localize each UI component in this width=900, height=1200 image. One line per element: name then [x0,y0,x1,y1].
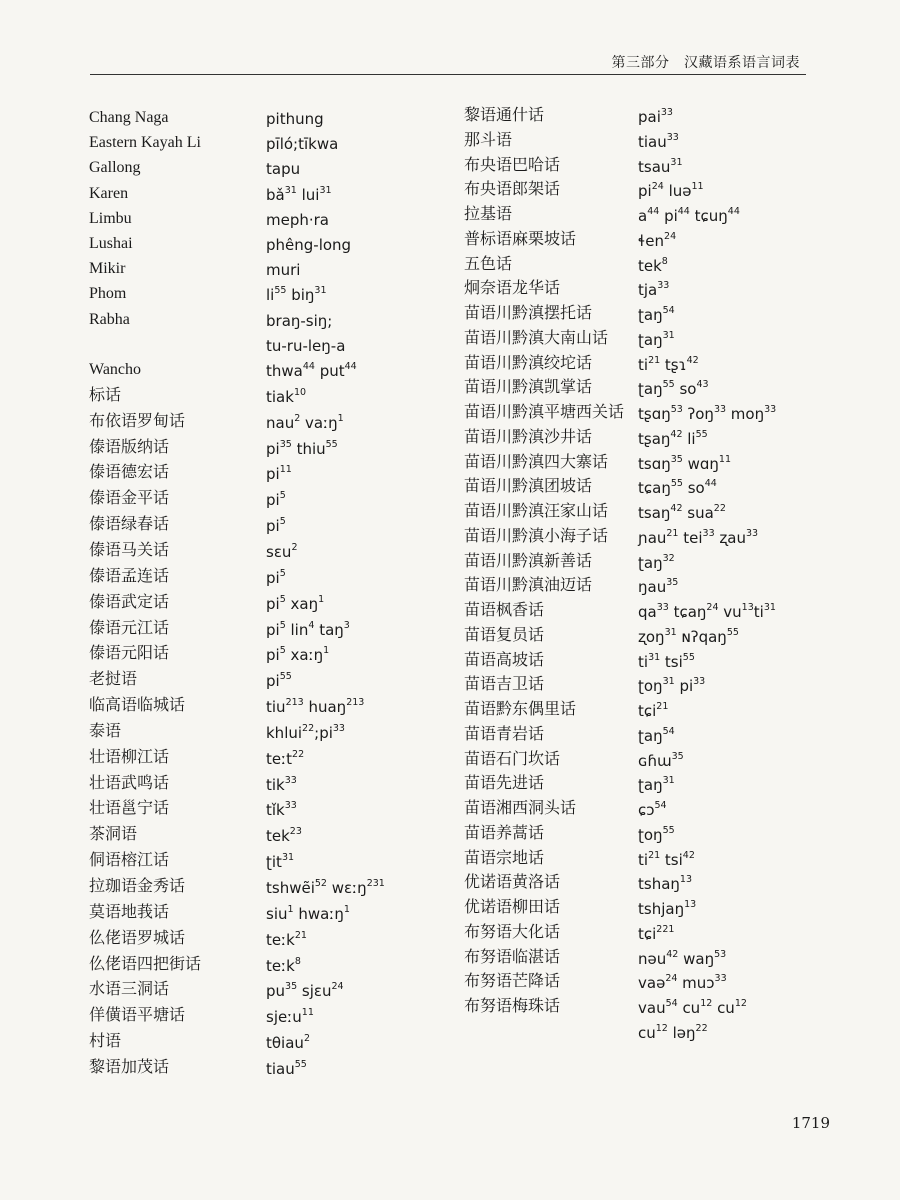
left-word-form: $bǎ^{31}$ lui$^{31}$ [266,184,332,204]
right-language-name: 苗语养蒿话 [464,824,545,842]
right-word-form: $ti^{21}$ tsi$^{42}$ [638,849,695,869]
left-word-form: braŋ-siŋ; [266,311,333,330]
right-word-form: ʈaŋ$^{55}$ $so^{43}$ [638,379,709,399]
left-word-form: $pi^5$ xaːŋ$^1$ [266,645,330,665]
right-word-form: tɕaŋ$^{55}$ $so^{44}$ [638,478,717,498]
left-word-form: tshwẽi$^{52}$ wɛːŋ$^{231}$ [266,878,385,897]
right-language-name: 黎语通什话 [464,107,545,124]
right-language-name: 布努语芒降话 [464,973,561,991]
left-language-name: 傣语马关话 [89,541,170,559]
right-word-form: $cu^{12}$ ləŋ$^{22}$ [638,1022,708,1042]
right-word-form: $qa^{33}$ tɕaŋ$^{24}$ $vu^{13}ti^{31}$ [638,602,776,621]
right-language-name: 苗语复员话 [464,626,545,644]
right-language-name: 布努语梅珠话 [464,998,561,1015]
left-word-form: thwa$^{44}$ put$^{44}$ [266,361,357,380]
right-language-name: 布央语郎架话 [464,181,561,199]
right-word-form: ʈaŋ$^{31}$ [638,775,675,795]
right-word-form: vau$^{54}$ $cu^{12}$ $cu^{12}$ [638,998,747,1017]
right-language-name: 苗语黔东偶里话 [464,701,577,718]
left-word-form: pithung [266,110,324,128]
right-word-form: nəu$^{42}$ waŋ$^{53}$ [638,948,727,968]
right-word-form: tʂɑŋ$^{53}$ ʔoŋ$^{33}$ moŋ$^{33}$ [638,404,777,423]
right-word-form: tek$^8$ [638,255,668,275]
left-word-form: ʈit$^{31}$ [266,852,295,872]
right-language-name: 布努语大化话 [464,923,561,941]
right-language-name: 优诺语柳田话 [464,899,561,916]
right-language-name: 苗语川黔滇油迈话 [464,577,593,595]
right-word-form: tsɑŋ$^{35}$ wɑŋ$^{11}$ [638,453,731,473]
left-word-form: phêng-long [266,236,352,254]
right-language-name: 苗语吉卫话 [464,676,545,694]
running-header: 第三部分 汉藏语系语言词表 [611,55,800,71]
right-word-form: ɕɔ$^{54}$ [638,800,667,819]
left-word-form: tiau$^{55}$ [266,1058,307,1078]
left-word-form: sjeːu$^{11}$ [266,1007,314,1027]
right-language-name: 苗语川黔滇大南山话 [464,329,609,347]
left-word-form: muri [266,261,301,280]
left-word-form: teːk$^8$ [266,955,301,975]
left-word-form: tiak$^{10}$ [266,386,307,406]
left-language-name: 傣语孟连话 [89,567,170,585]
left-word-form: pīló;tīkwa [266,135,339,154]
right-language-name: 苗语川黔滇凯掌话 [464,379,593,397]
right-word-form: tsaŋ$^{42}$ sua$^{22}$ [638,503,726,522]
right-word-form: ʈaŋ$^{31}$ [638,329,675,349]
right-word-form: ʈaŋ$^{54}$ [638,305,675,324]
left-language-name: 傣语版纳话 [89,438,170,456]
left-word-form: sɛu$^2$ [266,541,298,561]
left-language-name: 傣语绿春话 [89,516,170,534]
left-language-name: 傣语武定话 [89,593,170,611]
right-word-form: $pi^{24}$ luə$^{11}$ [638,181,704,201]
right-language-name: 苗语川黔滇新善话 [464,552,593,570]
left-language-name: 莫语地莪话 [89,903,170,921]
right-word-form: ŋau$^{35}$ [638,577,679,597]
left-language-name: 傣语德宏话 [89,464,170,482]
right-word-form: ʈaŋ$^{54}$ [638,725,675,745]
right-word-form: $ti^{31}$ tsi$^{55}$ [638,651,695,671]
right-language-name: 苗语石门坎话 [464,750,561,768]
left-word-form: tǐk$^{33}$ [266,800,297,820]
left-language-name: 老挝语 [89,671,138,689]
left-word-form: $pi^5$ [266,490,286,510]
right-language-name: 苗语先进话 [464,775,545,793]
left-word-form: siu$^1$ hwaːŋ$^1$ [266,903,350,923]
right-language-name: 优诺语黄洛话 [464,874,561,892]
right-word-form: tshjaŋ$^{13}$ [638,899,697,918]
left-word-form: tu-ru-leŋ-a [266,336,346,355]
right-language-name: 苗语川黔滇平塘西关话 [464,404,625,421]
left-language-name: Eastern Kayah Li [89,134,201,152]
left-word-form: tθiau$^2$ [266,1033,310,1053]
left-language-name: 壮语武鸣话 [89,774,170,792]
left-word-form: tapu [266,160,301,179]
left-language-name: Wancho [89,361,142,378]
right-language-name: 普标语麻栗坡话 [464,230,577,248]
left-language-name: 水语三洞话 [89,981,170,999]
left-language-name: 黎语加茂话 [89,1058,170,1076]
left-word-form: $khlui^{22};pi^{33}$ [266,722,345,742]
left-word-form: $pi^5$ lin$^4$ taŋ$^3$ [266,619,350,639]
left-language-name: 临高语临城话 [89,697,186,715]
left-language-name: 茶洞语 [89,826,138,844]
right-word-form: ʐoŋ$^{31}$ ɴʔqaŋ$^{55}$ [638,626,739,646]
left-word-form: teːk$^{21}$ [266,929,307,949]
right-word-form: tɕi$^{221}$ [638,923,675,943]
right-word-form: tɕi$^{21}$ [638,701,669,720]
right-language-name: 布央语巴哈话 [464,156,561,174]
left-word-form: tik$^{33}$ [266,774,297,794]
right-language-name: 苗语川黔滇四大寨话 [464,453,609,471]
right-language-name: 苗语川黔滇绞坨话 [464,354,593,372]
header-rule [90,74,806,75]
left-word-form: tek$^{23}$ [266,826,302,846]
page-number: 1719 [791,1114,830,1132]
left-word-form: nau$^2$ vaːŋ$^1$ [266,412,344,432]
left-language-name: 傣语元江话 [89,619,170,637]
left-word-form: teːt$^{22}$ [266,748,305,768]
right-word-form: ɬen$^{24}$ [638,230,677,250]
left-word-form: $pi^5$ xaŋ$^1$ [266,593,325,613]
right-language-name: 苗语宗地话 [464,849,545,867]
left-language-name: 泰语 [89,722,122,740]
right-word-form: tsau$^{31}$ [638,156,683,176]
right-word-form: $ti^{21}$ tʂɿ$^{42}$ [638,354,699,374]
right-language-name: 五色话 [464,255,513,273]
left-language-name: Limbu [89,209,132,227]
left-language-name: Phom [89,285,127,303]
left-language-name: 壮语邕宁话 [89,800,170,818]
left-language-name: Chang Naga [89,109,169,126]
left-language-name: Mikir [89,260,126,278]
right-word-form: tʂaŋ$^{42}$ $li^{55}$ [638,428,708,448]
right-word-form: $a^{44}$ $pi^{44}$ tɕuŋ$^{44}$ [638,206,740,225]
right-language-name: 苗语川黔滇小海子话 [464,527,609,545]
left-word-form: $pi^5$ [266,516,286,536]
left-word-form: $pi^{55}$ [266,671,292,691]
right-language-name: 那斗语 [464,131,513,149]
right-language-name: 苗语川黔滇团坡话 [464,478,593,496]
right-language-name: 苗语川黔滇摆托话 [464,305,593,322]
left-language-name: 佯僙语平塘话 [89,1007,186,1025]
left-language-name: Lushai [89,235,133,252]
left-language-name: Gallong [89,159,141,177]
left-word-form: $pi^{35}$ thiu$^{55}$ [266,438,338,458]
left-language-name: 拉珈语金秀话 [89,878,186,895]
right-word-form: ɲau$^{21}$ tei$^{33}$ ʐau$^{33}$ [638,527,759,547]
right-word-form: tiau$^{33}$ [638,131,679,151]
right-word-form: ɢɦɯ$^{35}$ [638,750,684,770]
right-language-name: 苗语高坡话 [464,651,545,669]
right-word-form: ʈaŋ$^{32}$ [638,552,675,572]
left-word-form: $pu^{35}$ sjɛu$^{24}$ [266,981,344,1001]
right-word-form: tshaŋ$^{13}$ [638,874,692,894]
left-word-form: $pi^{11}$ [266,464,292,484]
right-word-form: ʈoŋ$^{31}$ $pi^{33}$ [638,676,706,696]
right-word-form: vaə$^{24}$ muɔ$^{33}$ [638,973,727,993]
left-word-form: $pi^5$ [266,567,286,587]
right-word-form: pai$^{33}$ [638,107,673,126]
right-language-name: 苗语川黔滇汪家山话 [464,503,609,520]
left-language-name: 侗语榕江话 [89,852,170,870]
left-language-name: 仫佬语四把街话 [89,955,202,973]
left-word-form: meph·ra [266,210,329,229]
right-language-name: 苗语川黔滇沙井话 [464,428,593,446]
right-language-name: 布努语临湛话 [464,948,561,966]
right-word-form: ʈoŋ$^{55}$ [638,824,675,844]
left-language-name: Karen [89,184,129,202]
right-language-name: 苗语湘西洞头话 [464,800,577,817]
left-language-name: 仫佬语罗城话 [89,929,186,947]
right-language-name: 炯奈语龙华话 [464,280,561,298]
left-language-name: 傣语元阳话 [89,645,170,663]
right-language-name: 拉基语 [464,206,513,223]
left-language-name: 傣语金平话 [89,490,170,508]
left-language-name: 村语 [89,1033,122,1051]
left-language-name: 标话 [89,386,122,404]
left-language-name: 布依语罗甸话 [89,412,186,430]
left-word-form: $li^{55}$ biŋ$^{31}$ [266,285,327,305]
left-language-name: Rabha [89,310,130,328]
left-language-name: 壮语柳江话 [89,748,170,766]
right-language-name: 苗语青岩话 [464,725,545,743]
left-word-form: tiu$^{213}$ huaŋ$^{213}$ [266,697,365,717]
right-language-name: 苗语枫香话 [464,602,545,619]
right-word-form: tja$^{33}$ [638,280,670,300]
